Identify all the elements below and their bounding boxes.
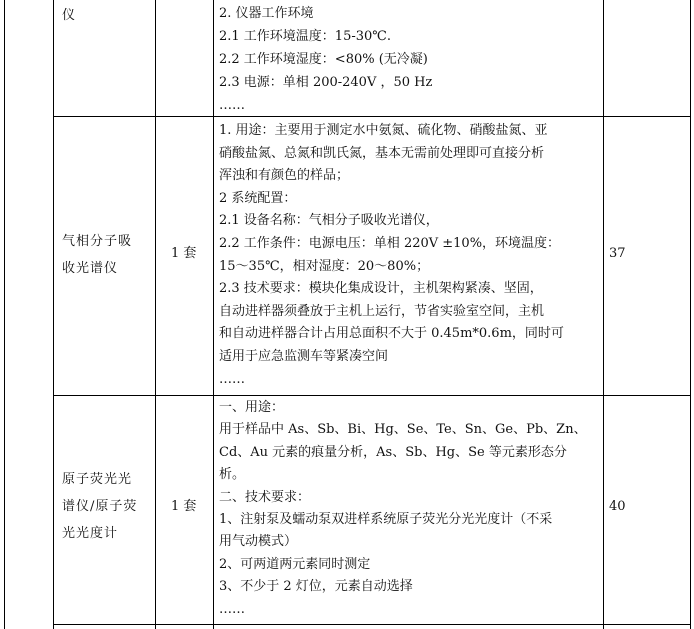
row-0-spec-cell — [219, 2, 432, 117]
column-divider-3 — [213, 0, 214, 629]
row-0-spec-line: …… — [219, 98, 245, 113]
row-0-spec-line: 2. 仪器工作环境 — [219, 6, 314, 21]
row-2-name-cell — [62, 466, 137, 547]
row-1-spec-line: 硝酸盐氮、总氮和凯氏氮，基本无需前处理即可直接分析 — [219, 145, 545, 161]
row-1-name-line: 收光谱仪 — [62, 261, 119, 276]
row-2-spec-cell — [219, 397, 587, 621]
row-0-spec-line: 2.2 工作环境湿度：<80% (无冷凝) — [219, 52, 428, 67]
row-1-no-cell — [609, 242, 626, 266]
row-1-qty-cell — [171, 242, 196, 266]
row-0-spec-line: 2.1 工作环境温度：15-30℃. — [219, 29, 391, 44]
row-1-name-cell — [62, 228, 132, 282]
row-1-spec-line: 1. 用途：主要用于测定水中氨氮、硫化物、硝酸盐氮、亚 — [219, 123, 548, 138]
table-border-left — [4, 0, 5, 629]
row-2-qty-cell — [171, 495, 196, 519]
row-1-spec-line: 2.1 设备名称：气相分子吸收光谱仪， — [219, 213, 439, 229]
row-2-spec-line: Cd、Au 元素的痕量分析，As、Sb、Hg、Se 等元素形态分 — [219, 444, 567, 460]
row-2-spec-line: 一、用途： — [219, 400, 285, 415]
row-1-spec-line: 和自动进样器合计占用总面积不大于 0.45m*0.6m，同时可 — [219, 326, 564, 342]
row-1-spec-line: 2.2 工作条件：电源电压：单相 220V ±10%，环境温度： — [219, 235, 561, 251]
row-divider-2 — [53, 395, 691, 396]
row-divider-3 — [53, 624, 691, 625]
column-divider-4 — [603, 0, 604, 629]
row-1-spec-line: 自动进样器须叠放于主机上运行，节省实验室空间，主机 — [219, 303, 545, 319]
row-2-name-line: 光光度计 — [62, 526, 119, 541]
row-2-no-cell — [609, 495, 626, 519]
row-2-spec-line: 用于样品中 As、Sb、Bi、Hg、Se、Te、Sn、Ge、Pb、Zn、 — [219, 422, 587, 438]
row-2-name-line: 谱仪/原子荧 — [62, 499, 138, 514]
row-2-name-line: 原子荧光光 — [62, 472, 133, 487]
row-0-name-cell — [62, 4, 75, 28]
table-border-right — [690, 0, 691, 629]
row-2-spec-line: 2、可两道两元素同时测定 — [219, 556, 371, 572]
row-1-spec-line: 适用于应急监测车等紧凑空间 — [219, 348, 389, 364]
row-2-number: 40 — [609, 499, 626, 514]
row-1-spec-line: 浑浊和有颜色的样品； — [219, 168, 350, 184]
row-1-spec-cell — [219, 120, 564, 391]
row-0-spec-line: 2.3 电源：单相 200-240V ，50 Hz — [219, 75, 433, 90]
row-1-spec-line: 15～35℃，相对湿度：20～80%； — [219, 258, 430, 274]
row-1-name-line: 气相分子吸 — [62, 234, 133, 249]
row-2-spec-line: 3、不少于 2 灯位，元素自动选择 — [219, 579, 413, 595]
row-2-spec-line: 用气动模式） — [219, 534, 298, 550]
row-1-quantity: 1 套 — [171, 246, 197, 261]
row-1-spec-line: 2 系统配置： — [219, 190, 297, 206]
row-0-name-line: 仪 — [62, 8, 76, 23]
row-2-quantity: 1 套 — [171, 499, 197, 514]
row-1-spec-line: …… — [219, 371, 245, 387]
row-2-spec-line: 1、注射泵及蠕动泵双进样系统原子荧光分光光度计（不采 — [219, 511, 553, 527]
row-1-number: 37 — [609, 246, 626, 261]
row-2-spec-line: 析。 — [219, 467, 246, 483]
row-2-spec-line: …… — [219, 601, 245, 617]
row-1-spec-line: 2.3 技术要求：模块化集成设计，主机架构紧凑、坚固， — [219, 281, 543, 297]
column-divider-2 — [155, 0, 156, 629]
row-2-spec-line: 二、技术要求： — [219, 489, 311, 505]
column-divider-1 — [53, 0, 54, 629]
